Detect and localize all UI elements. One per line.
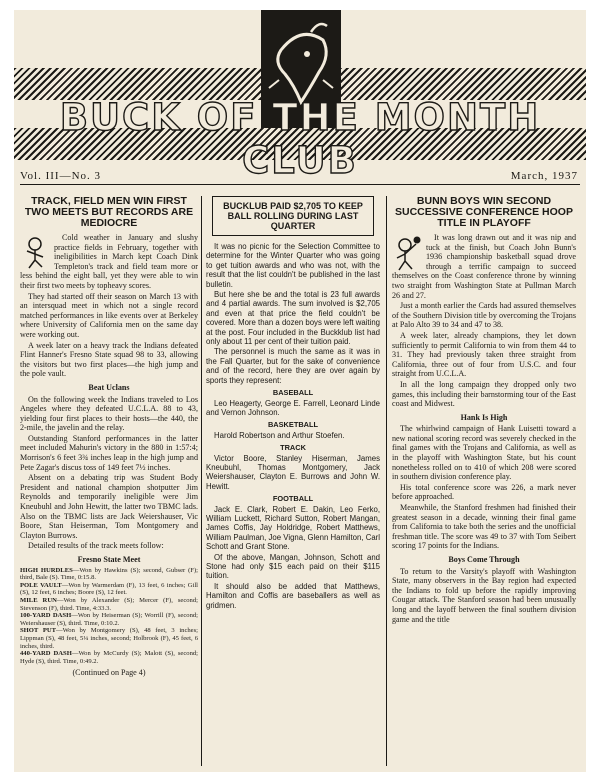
- newsletter-page: [14, 10, 586, 772]
- result-item: SHOT PUT—Won by Montgomery (S), 48 feet, 3 inches; Lippman (S), 48 feet, 5¼ inches, second; Holbrook (F), 45 feet, 6 inches, third.: [20, 627, 199, 650]
- paragraph: A week later on a heavy track the Indians defeated Flint Hanner's Fresno State squad 98 to 33, allowing the visitors but two first places—the high jump and the pole vault.: [20, 340, 198, 379]
- column-bucklub: [206, 196, 380, 611]
- sport-heading: BASKETBALL: [267, 420, 319, 430]
- subhead: Hank Is High: [460, 412, 508, 422]
- paragraph: Just a month earlier the Cards had assured themselves of the Southern Division title by overcoming the Trojans at Palo Alto 39 to 34 and 47 to 38.: [392, 301, 576, 330]
- subhead: Fresno State Meet: [77, 555, 141, 564]
- results-list: [20, 567, 198, 666]
- sport-heading: BASEBALL: [272, 388, 314, 398]
- column-basketball: [392, 196, 576, 625]
- sport-heading: FOOTBALL: [272, 494, 314, 504]
- sport-roster: Victor Boore, Stanley Hiserman, James Kneubuhl, Thomas Montgomery, Jack Weiershauser, Clayton E. Burrows and John W. Hewitt.: [206, 453, 380, 491]
- result-item: POLE VAULT—Won by Warmerdam (F), 13 feet, 6 inches; Gill (S), 12 feet, 6 inches; Boore (S), 12 feet.: [20, 581, 199, 597]
- bucklub-headline: BUCKLUB PAID $2,705 TO KEEP BALL ROLLING DURING LAST QUARTER: [223, 201, 363, 231]
- sport-roster: Harold Robertson and Arthur Stoefen.: [214, 430, 345, 440]
- result-item: 440-YARD DASH—Won by McCurdy (S); Malott (S), second; Hyde (S), third. Time, 0:49.2.: [20, 650, 198, 665]
- paragraph: It was no picnic for the Selection Committee to determine for the Winter Quarter who was going to get tuition awards and who was not, with the result that the list couldn't be published in the last bulletin.: [206, 242, 380, 289]
- paragraph: But here she be and the total is 23 full awards and 4 partial awards. The sum involved is $2,705 and even at that price the field couldn't be covered. More than a dozen boys were left waiting at the post. Four included in the Buckklub list had only about 11 per cent of their tuition paid.: [206, 290, 380, 347]
- continued-note: (Continued on Page 4): [72, 668, 146, 678]
- paragraph: It should also be added that Matthews, Hamilton and Coffis are baseballers as well as gridmen.: [206, 581, 380, 610]
- runner-cartoon-icon: [20, 235, 50, 269]
- paragraph: In all the long campaign they dropped only two games, this including their barnstorming tour of the East coast and Midwest.: [392, 379, 576, 409]
- paragraph: A week later, already champions, they let down sufficiently to permit California to win from them 44 to 31. They had previously taken three straight from California, three out of four from U.S.C. and four straight from U.C.L.A.: [392, 330, 576, 379]
- paragraph: The personnel is much the same as it was in the Fall Quarter, but for the sake of convenience and of the record, here they are over again by sports they represent:: [206, 347, 380, 385]
- volume-number: Vol. III—No. 3: [20, 170, 102, 182]
- masthead-title: BUCK OF THE MONTH CLUB: [59, 96, 541, 182]
- paragraph: Detailed results of the track meets follow:: [28, 541, 164, 551]
- paragraph: They had started off their season on March 13 with an intersquad meet in which not a single record matched performances in like events over at Berkeley where University of California men on the same day were working out.: [20, 291, 198, 339]
- paragraph: His total conference score was 226, a mark never before approached.: [392, 482, 576, 502]
- sport-roster: Leo Heagerty, George E. Farrell, Leonard Linde and Vernon Johnson.: [206, 398, 380, 417]
- column-divider: [386, 196, 387, 766]
- paragraph: To return to the Varsity's playoff with Washington State, many observers in the Bay region had expected the Indians to fold up before the rapidly improving Cougar attack. The Stanford season had been unusually long and the layoff between the final southern division game and the title: [392, 566, 576, 624]
- paragraph: The whirlwind campaign of Hank Luisetti toward a new national scoring record was severely checked in the final games with the Trojans and California, as well as in the playoff with Washington State, but his count nonetheless rolled on to 410 of which 208 were scored in southern division conference play.: [392, 424, 576, 482]
- subhead: Boys Come Through: [448, 555, 520, 564]
- basketball-player-cartoon-icon: [392, 235, 422, 271]
- paragraph: Outstanding Stanford performances in the latter meet included Mahurin's victory in the 880 in 1:57:4; Morrison's 6 feet 3¾ inches leap in the high jump and Pete Zagar's discus toss of 149 feet 7½ inches.: [20, 433, 198, 472]
- masthead: [14, 10, 586, 188]
- paragraph: It was long drawn out and it was nip and tuck at the finish, but Coach John Bunn's 1936 championship basketball squad drove through a terrific campaign to succeed themselves on the Coast conference throne by winning two straight from Washington State at Pullman March 26 and 27.: [392, 233, 576, 300]
- column-track: [20, 196, 198, 678]
- track-headline: TRACK, FIELD MEN WIN FIRST TWO MEETS BUT RECORDS ARE MEDIOCRE: [24, 195, 194, 229]
- paragraph: Cold weather in January and slushy practice fields in February, together with ineligibilities in March kept Coach Dink Templeton's track and field team more or less behind the eight ball, yet they were able to win their first two meets by topheavy scores.: [20, 233, 198, 290]
- paragraph: Of the above, Mangan, Johnson, Schott and Stone had only $15 each paid on their $115 tuition.: [206, 552, 380, 581]
- basketball-headline: BUNN BOYS WIN SECOND SUCCESSIVE CONFERENCE HOOP TITLE IN PLAYOFF: [395, 195, 573, 229]
- paragraph: On the following week the Indians traveled to Los Angeles where they defeated U.C.L.A. 88 to 43, yielding four first places to their hosts—the 440, the 2-mile, the javelin and the relay.: [20, 394, 198, 433]
- masthead-rule: [20, 184, 580, 185]
- sport-heading: TRACK: [280, 443, 306, 453]
- issue-date: March, 1937: [510, 170, 578, 182]
- result-item: 100-YARD DASH—Won by Heiserman (S); Worrill (F), second; Weiershauser (S), third. Time, 0:10.2.: [20, 612, 199, 627]
- paragraph: Absent on a debating trip was Student Body President and national champion shotputter Jim Reynolds and temporarily ineligible were Jim Kneubuhl and John Hewitt, the latter two TBMC lads. Also on the TBMC lists are Jack Weiershauser, Vic Boore, Stan Heiserman, Tom Montgomery and Clayton Burrows.: [20, 473, 198, 540]
- result-item: HIGH HURDLES—Won by Hawkins (S); second, Gubser (F); third, Bale (S). Time, 0:15.8.: [20, 566, 199, 582]
- paragraph: Meanwhile, the Stanford freshmen had finished their greatest season in a decade, winning their final game from California to take both the series and the unofficial freshman title. The score was 49 to 37 with Tom Seibert scoring 17 points for the Indians.: [392, 503, 576, 551]
- subhead: Beat Uclans: [88, 382, 130, 392]
- headline-box: [212, 196, 374, 236]
- column-divider: [201, 196, 202, 766]
- result-item: MILE RUN—Won by Alexander (S); Mercer (F), second; Stevenson (F), third. Time, 4:33.3.: [20, 596, 198, 612]
- sport-roster: Jack E. Clark, Robert E. Dakin, Leo Ferko, William Luckett, Richard Sutton, Robert Mangan, James Coffis, Jay Holdridge, Robert Matthews, William Paulman, Joe Vigna, Glenn Hamilton, Carl Schott and Grant Stone.: [206, 504, 380, 552]
